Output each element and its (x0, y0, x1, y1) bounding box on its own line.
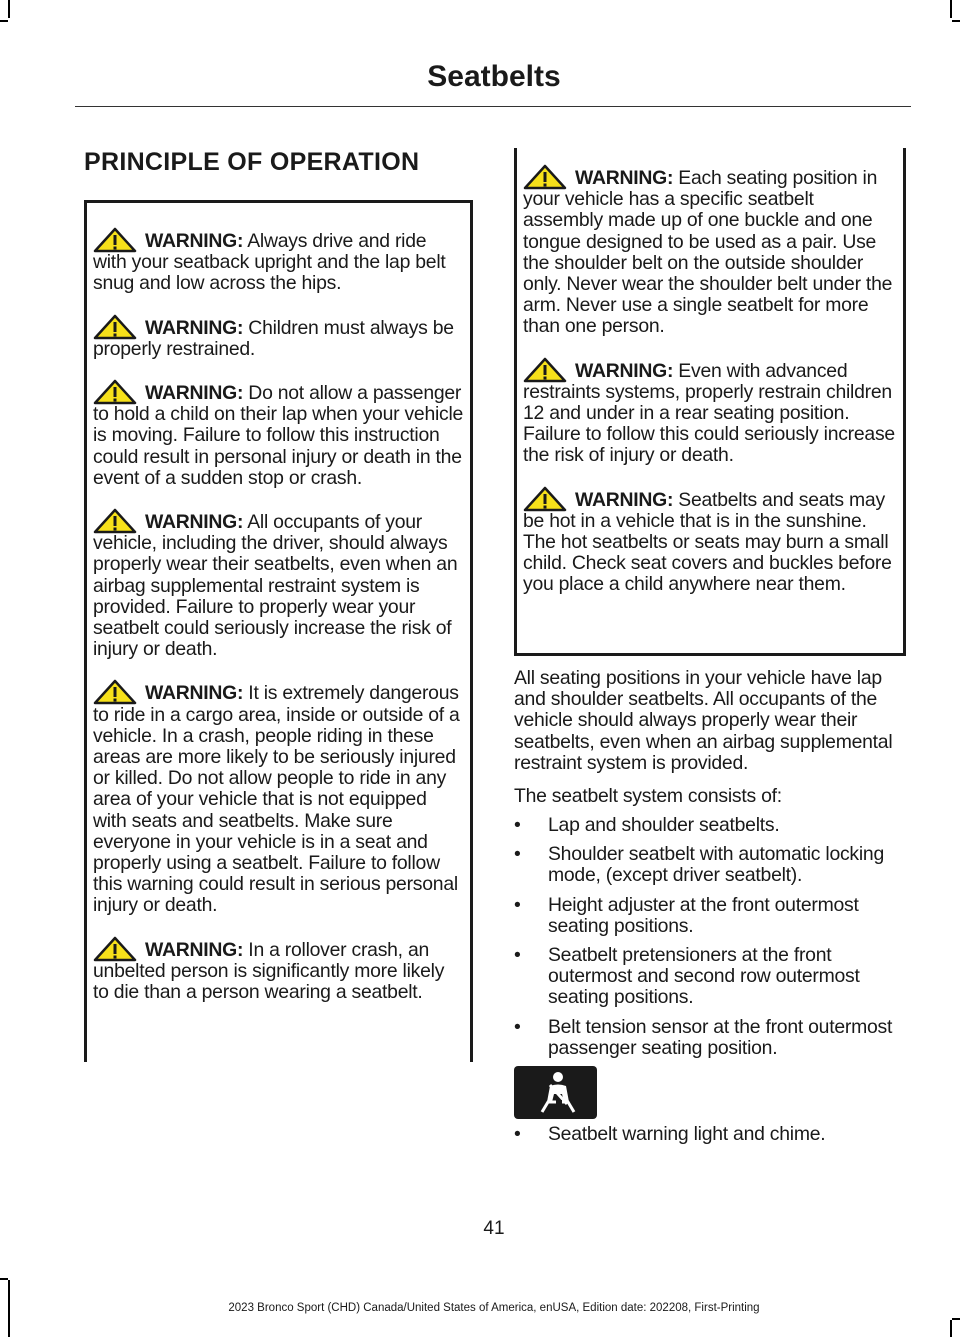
list-item: • Shoulder seatbelt with automatic locking mode, (except driver seatbelt). (514, 843, 884, 887)
warning-triangle-icon (93, 679, 139, 701)
warning-label: WARNING: (145, 938, 244, 961)
warning-triangle-icon (523, 357, 569, 379)
warning-paragraph (523, 164, 897, 338)
warning-label: WARNING: (575, 488, 674, 511)
warning-text: All occupants of your vehicle, including the driver, should always properly wear their seatbelts, even when an airbag supplemental restraint system is provided. Failure to properly wear your seatbelt could seriously increase the risk of injury or death. (93, 511, 458, 661)
warning-label: WARNING: (145, 511, 244, 534)
page-footer: 2023 Bronco Sport (CHD) Canada/United States of America, enUSA, Edition date: 202208, First-Printing (228, 1302, 760, 1314)
list-item: • Seatbelt pretensioners at the front outermost and second row outermost seating positions. (514, 944, 860, 1009)
warning-label: WARNING: (145, 316, 244, 339)
list-item: • Lap and shoulder seatbelts. (514, 814, 780, 836)
warning-triangle-icon (93, 379, 139, 401)
warning-text: Do not allow a passenger to hold a child on their lap when your vehicle is moving. Failure to follow this instruction could result in personal injury or death in the event of a sudden stop or crash. (93, 382, 464, 489)
page-header-title: Seatbelts (427, 60, 561, 93)
warning-paragraph (93, 379, 464, 489)
header-divider (75, 106, 911, 107)
warning-triangle-icon (93, 227, 139, 249)
warning-text: Children must always be properly restrained. (93, 316, 454, 360)
feature-list (514, 815, 909, 1067)
crop-mark (952, 1318, 960, 1320)
warning-paragraph (93, 227, 464, 295)
warning-triangle-icon (93, 508, 139, 530)
warning-paragraph (523, 357, 897, 467)
body-paragraph: All seating positions in your vehicle have lap and shoulder seatbelts. All occupants of the vehicle should always properly wear their seatbelts, even when an airbag supplemental restraint system is provided. (514, 667, 893, 774)
warning-box-left (84, 200, 473, 1062)
warning-label: WARNING: (145, 382, 244, 405)
crop-mark (952, 20, 960, 22)
warning-paragraph (523, 486, 897, 596)
warning-label: WARNING: (575, 359, 674, 382)
list-item: • Seatbelt warning light and chime. (514, 1123, 826, 1145)
page-number: 41 (483, 1218, 505, 1239)
body-paragraph: The seatbelt system consists of: (514, 785, 782, 807)
list-item: • Belt tension sensor at the front outermost passenger seating position. (514, 1015, 893, 1059)
seatbelt-warning-icon (514, 1066, 597, 1119)
warning-paragraph (93, 936, 464, 1004)
section-title: PRINCIPLE OF OPERATION (84, 148, 420, 176)
warning-paragraph (93, 314, 464, 360)
crop-mark (950, 0, 952, 18)
warning-label: WARNING: (145, 230, 244, 252)
list-item: • Height adjuster at the front outermost seating positions. (514, 893, 859, 937)
feature-list-tail (514, 1124, 909, 1153)
warning-paragraph (93, 679, 464, 916)
crop-mark (0, 1278, 8, 1280)
crop-mark (950, 1320, 952, 1337)
warning-label: WARNING: (145, 682, 244, 705)
warning-text: Seatbelts and seats may be hot in a vehicle that is in the sunshine. The hot seatbelts or seats may burn a small child. Check seat covers and buckles before you place a child anywhere near them. (523, 488, 892, 596)
warning-triangle-icon (523, 164, 569, 186)
warning-text: Always drive and ride with your seatback upright and the lap belt snug and low across the hips. (93, 230, 446, 295)
warning-text: It is extremely dangerous to ride in a cargo area, inside or outside of a vehicle. In a crash, people riding in these areas are more likely to be seriously injured or killed. Do not allow people to ride in any area of your vehicle that is not equipped with seats and seatbelts. Make sure everyone in your vehicle is in a seat and properly using a seatbelt. Failure to follow this warning could result in serious personal injury or death. (93, 682, 460, 917)
crop-mark (8, 0, 10, 18)
warning-text: Each seating position in your vehicle has a specific seatbelt assembly made up of one buckle and one tongue designed to be used as a pair. Use the shoulder belt on the outside shoulder only. Never wear the shoulder belt under the arm. Never use a single seatbelt for more than one person. (523, 167, 893, 338)
warning-box-right (514, 148, 906, 656)
warning-triangle-icon (93, 936, 139, 958)
warning-text: Even with advanced restraints systems, properly restrain children 12 and under in a rear seating position. Failure to follow this could seriously increase the risk of injury or death. (523, 359, 895, 467)
warning-paragraph (93, 508, 464, 660)
warning-triangle-icon (523, 486, 569, 508)
warning-text: In a rollover crash, an unbelted person is significantly more likely to die than a person wearing a seatbelt. (93, 938, 445, 1004)
crop-mark (0, 20, 8, 22)
warning-label: WARNING: (575, 167, 674, 189)
warning-triangle-icon (93, 314, 139, 336)
